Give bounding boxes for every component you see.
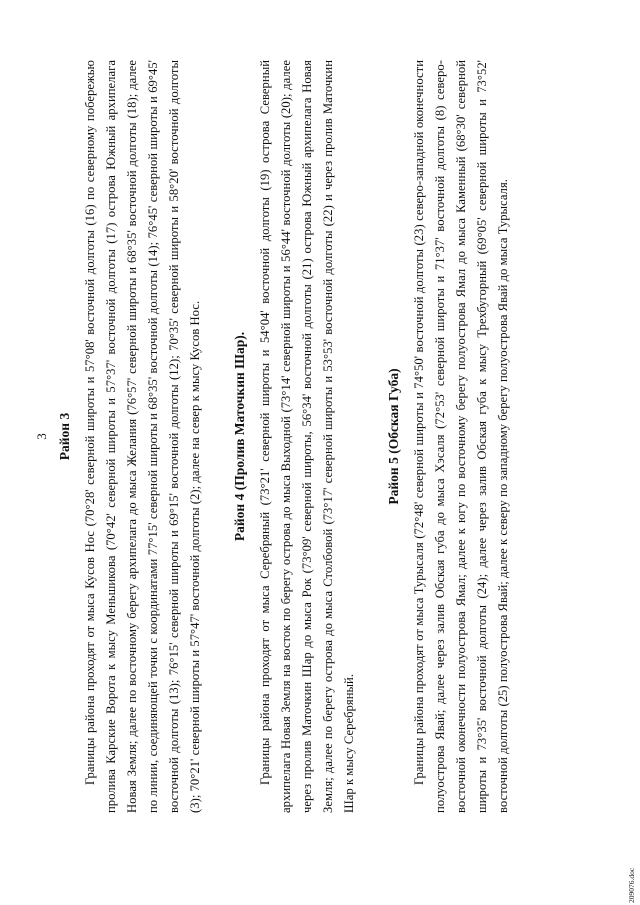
section-text-district-5: Границы района проходят от мыса Турысаля (72°48' северной широты и 74°50' восточной долготы (23) северо-западной оконечности полуострова Явай; далее через залив Обская губа до мыса Хэсаля (72°53' северной широты и 71°37' восточной долготы (8) северо-восточной оконечности полуострова Ямал; далее к югу по восточному берегу полуострова Ямал до мыса Каменный (68°30' северной широты и 73°35' восточной долготы (24); далее через залив Обская губа к мысу Трехбугорный (69°05' северной широты и 73°52' восточной долготы (25) полуострова Явай; далее к северу по западному берегу полуострова Явай до мыса Турысаля. — [412, 60, 510, 813]
section-title-district-4: Район 4 (Пролив Маточкин Шар). — [232, 331, 247, 542]
footer-file-name: 209076.doc — [627, 867, 636, 903]
section-spacer — [360, 60, 379, 813]
section-text-district-3: Границы района проходят от мыса Кусов Нос (70°28' северной широты и 57°08' восточной долготы (16) по северному побережью пролива Карские Ворота к мысу Меньшикова (70°42' северной широты и 57°37' восточной долготы (17) острова Южный архипелага Новая Земля; далее по восточному берегу архипелага до мыса Желания (76°57' северной широты и 68°35' восточной долготы (18); далее по линии, соединяющей точки с координатами 77°15' северной широты и 68°35' восточной долготы (14); 76°45' северной широты и 69°45' восточной долготы (13); 76°15' северной широты и 69°15' восточной долготы (12); 70°35' северной широты и 58°20' восточной долготы (3); 70°21' северной широты и 57°47' восточной долготы (2); далее на север к мысу Кусов Нос. — [83, 60, 202, 813]
section-text-district-4: Границы района проходят от мыса Серебряный (73°21' северной широты и 54°04' восточной долготы (19) острова Северный архипелага Новая Земля на восток по берегу острова до мыса Выходной (73°14' северной широты и 56°44' восточной долготы (20); далее через пролив Маточкин Шар до мыса Рок (73°09' северной широты, 56°34' восточной долготы (21) острова Южный архипелага Новая Земля; далее по берегу острова до мыса Столбовой (73°17' северной широты и 53°53' восточной долготы (22) и через пролив Маточкин Шар к мысу Серебряный. — [258, 60, 356, 813]
section-title-district-3: Район 3 — [57, 412, 72, 461]
page-number: 3 — [34, 433, 49, 440]
section-spacer — [206, 60, 225, 813]
section-title-district-5: Район 5 (Обская Губа) — [386, 368, 401, 505]
